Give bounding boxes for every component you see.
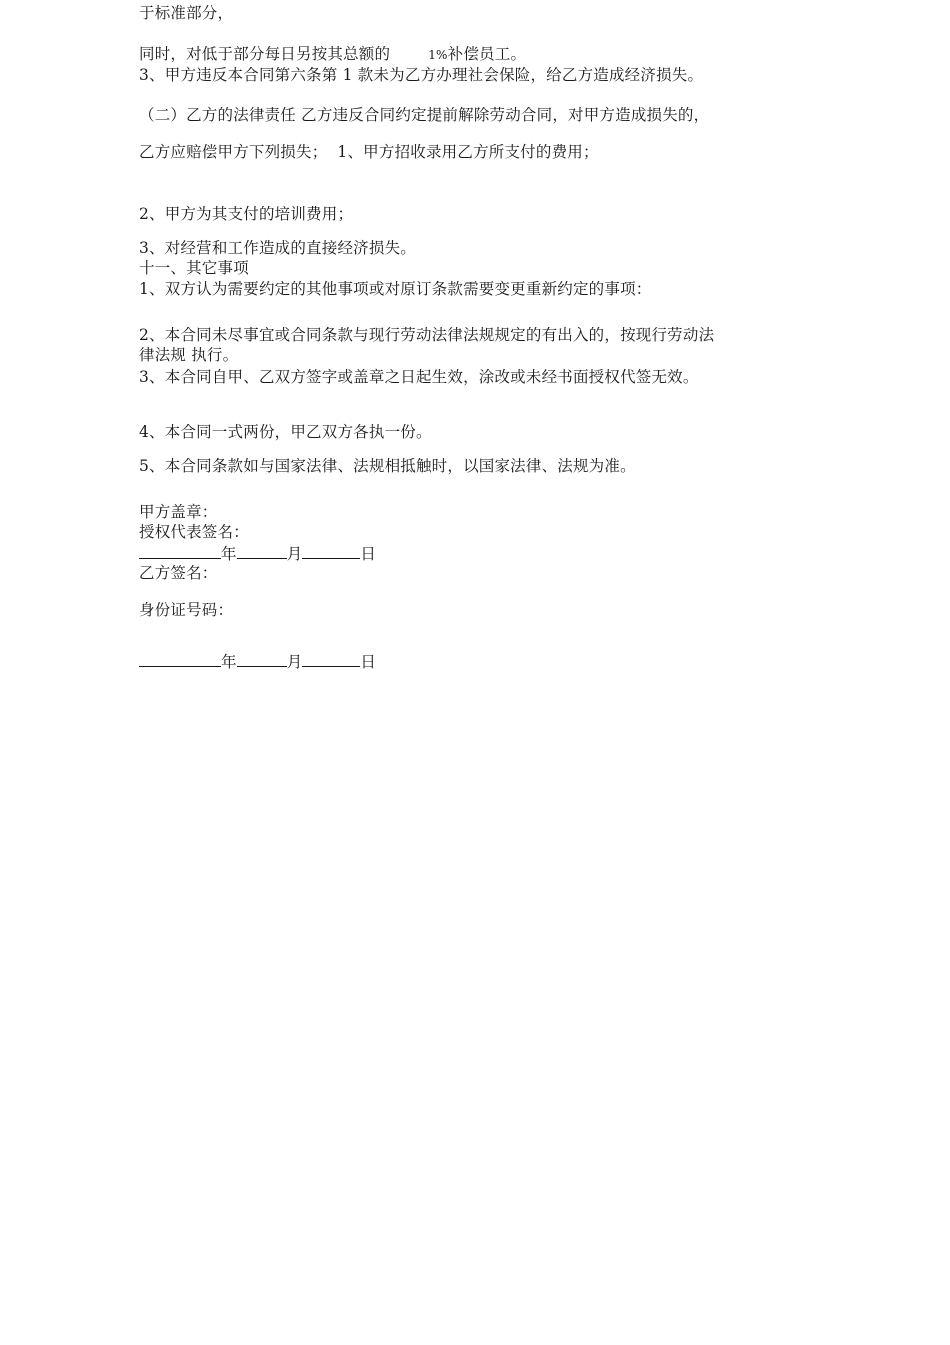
label-id-number: 身份证号码： xyxy=(139,601,234,619)
clause-copies: 4、本合同一式两份，甲乙双方各执一份。 xyxy=(139,423,432,441)
paragraph-line xyxy=(139,422,432,442)
clause-unresolved-matters: 2、本合同未尽事宜或合同条款与现行劳动法律法规规定的有出入的，按现行劳动法 xyxy=(139,326,715,344)
paragraph-line xyxy=(139,456,636,476)
signature-line xyxy=(139,563,218,583)
text-party-b-compensate: 乙方应赔偿甲方下列损失； xyxy=(139,143,328,161)
paragraph-line xyxy=(139,204,353,224)
signature-line xyxy=(139,502,218,522)
clause-training-cost: 2、甲方为其支付的培训费用； xyxy=(139,205,354,223)
label-month: 月 xyxy=(286,545,303,563)
label-party-b-sign: 乙方签名： xyxy=(139,564,218,582)
date-line-party-a xyxy=(139,542,376,564)
paragraph-line xyxy=(139,325,714,345)
text-compensation-end: 补偿员工。 xyxy=(447,45,527,63)
blank-day-field[interactable] xyxy=(302,650,360,667)
blank-month-field[interactable] xyxy=(237,650,287,667)
paragraph-line xyxy=(139,142,599,162)
label-year: 年 xyxy=(221,545,237,563)
clause-law-precedence: 5、本合同条款如与国家法律、法规相抵触时，以国家法律、法规为准。 xyxy=(139,457,636,475)
heading-other-matters: 十一、其它事项 xyxy=(139,259,249,277)
label-authorized-rep: 授权代表签名： xyxy=(139,523,249,541)
paragraph-line xyxy=(139,3,233,23)
clause-recruit-cost: 1、甲方招收录用乙方所支付的费用； xyxy=(337,143,599,161)
clause-unresolved-matters-cont: 律法规 执行。 xyxy=(139,346,239,364)
clause-social-insurance: 3、甲方违反本合同第六条第 1 款未为乙方办理社会保险，给乙方造成经济损失。 xyxy=(139,66,704,84)
text-standard-part: 于标准部分， xyxy=(139,4,234,22)
paragraph-line xyxy=(139,44,526,65)
signature-line xyxy=(139,600,233,620)
clause-effective: 3、本合同自甲、乙双方签字或盖章之日起生效，涂改或未经书面授权代签无效。 xyxy=(139,368,699,386)
label-day: 日 xyxy=(360,545,377,563)
signature-line xyxy=(139,522,249,542)
clause-other-agreements: 1、双方认为需要约定的其他事项或对原订条款需要变更重新约定的事项： xyxy=(139,280,652,298)
paragraph-line xyxy=(139,65,703,85)
paragraph-line xyxy=(139,105,709,125)
blank-month-field[interactable] xyxy=(237,542,287,559)
label-month: 月 xyxy=(286,653,303,671)
label-year: 年 xyxy=(221,653,237,671)
paragraph-line xyxy=(139,345,238,365)
date-line-party-b xyxy=(139,650,376,672)
blank-year-field[interactable] xyxy=(139,542,221,559)
label-party-a-seal: 甲方盖章： xyxy=(139,503,218,521)
blank-year-field[interactable] xyxy=(139,650,221,667)
paragraph-line xyxy=(139,279,651,299)
text-percent: 1% xyxy=(428,48,448,62)
blank-day-field[interactable] xyxy=(302,542,360,559)
clause-direct-loss: 3、对经营和工作造成的直接经济损失。 xyxy=(139,239,416,257)
paragraph-line xyxy=(139,367,699,387)
section-party-b-liability: （二）乙方的法律责任 乙方违反合同约定提前解除劳动合同，对甲方造成损失的， xyxy=(139,106,710,124)
paragraph-line xyxy=(139,238,416,258)
section-heading xyxy=(139,258,249,278)
label-day: 日 xyxy=(360,653,377,671)
text-compensation: 同时，对低于部分每日另按其总额的 xyxy=(139,45,391,63)
